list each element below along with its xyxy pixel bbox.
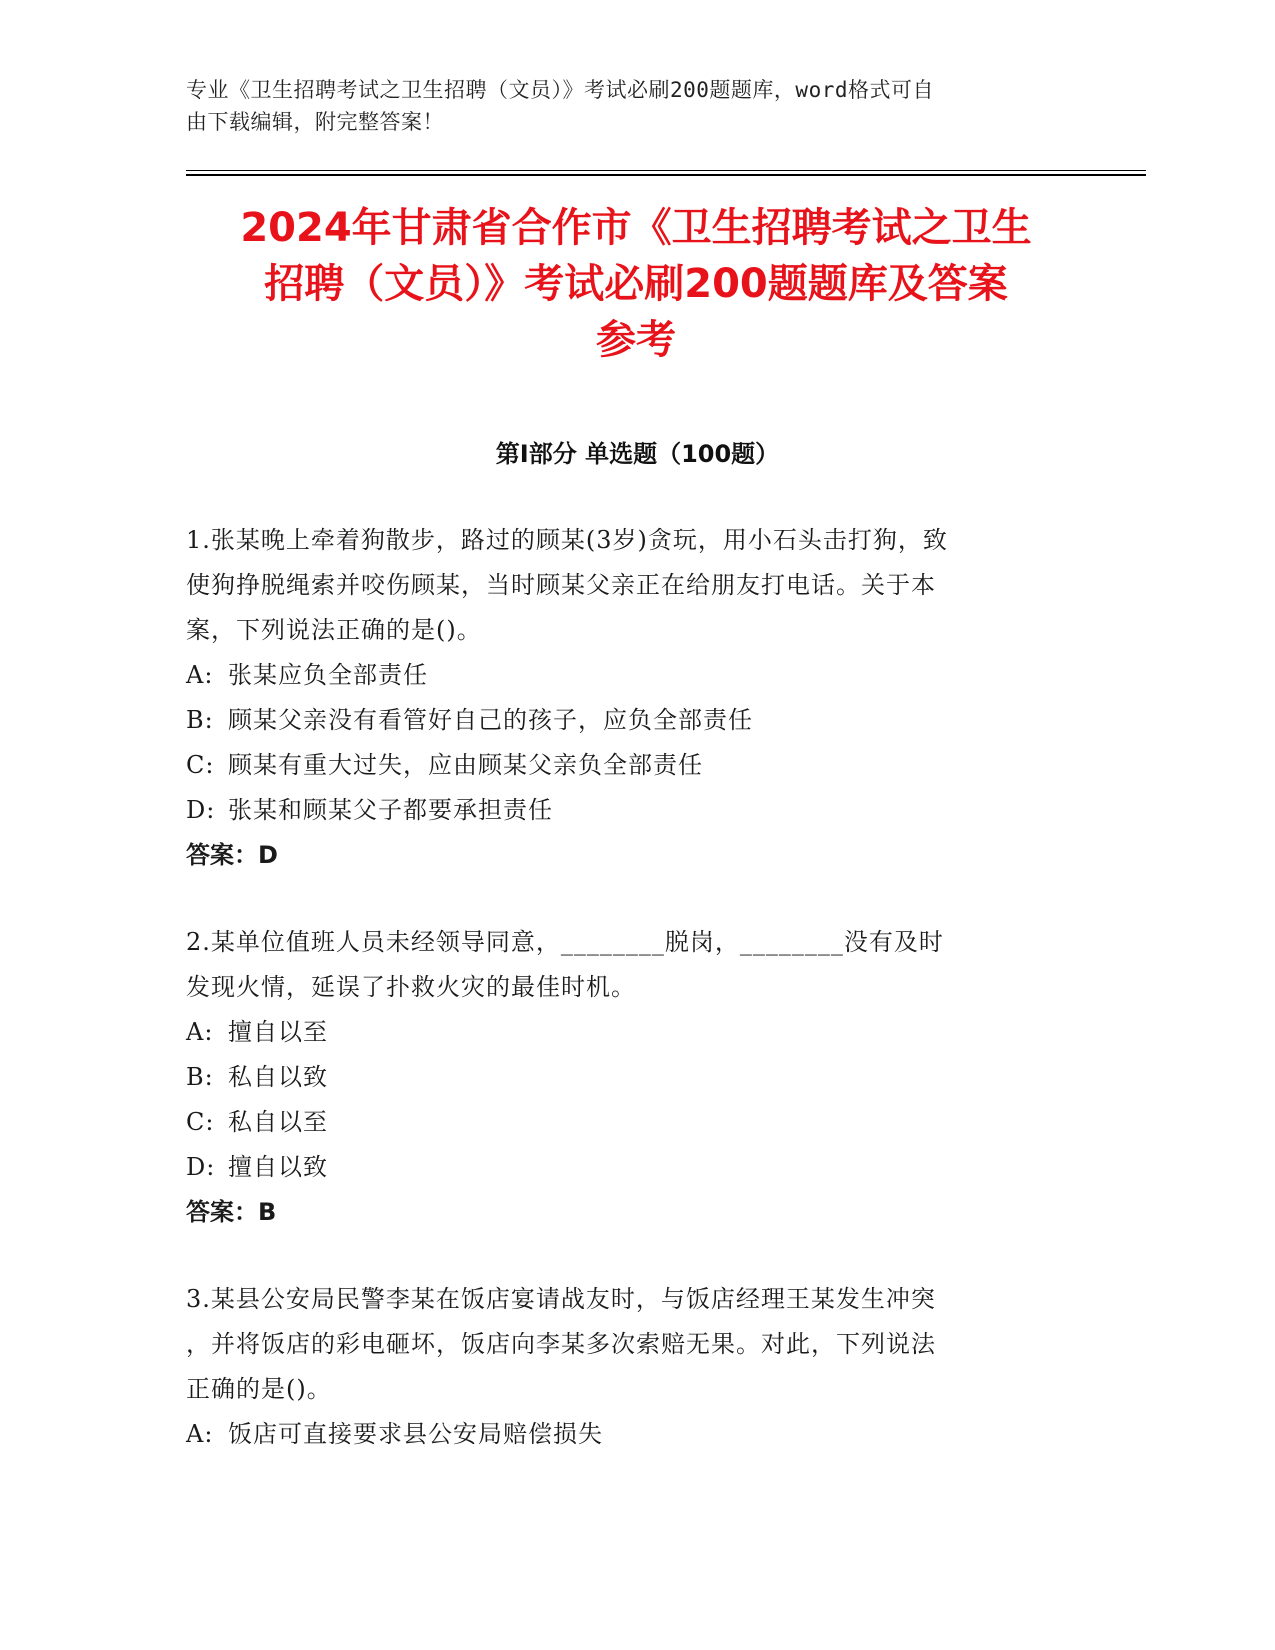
option-text: 擅自以致 xyxy=(228,1153,328,1181)
question-stem-line: 发现火情，延误了扑救火灾的最佳时机。 xyxy=(186,973,636,1001)
header-note-line: 专业《卫生招聘考试之卫生招聘（文员）》考试必刷200题题库，word格式可自 xyxy=(186,78,934,102)
question-stem-line: 案，下列说法正确的是()。 xyxy=(186,616,482,644)
option-text: 私自以致 xyxy=(228,1063,328,1091)
question-3 xyxy=(186,1277,1066,1457)
answer-label: 答案：B xyxy=(186,1198,277,1226)
option-letter: B: xyxy=(186,706,214,734)
option-letter: D: xyxy=(186,796,216,824)
option-b xyxy=(186,698,1066,743)
title-line: 2024年甘肃省合作市《卫生招聘考试之卫生 xyxy=(240,205,1032,251)
option-letter: D: xyxy=(186,1153,216,1181)
option-letter: A: xyxy=(186,1018,214,1046)
option-text: 擅自以至 xyxy=(228,1018,328,1046)
option-c xyxy=(186,743,1066,788)
option-text: 私自以至 xyxy=(228,1108,328,1136)
option-a xyxy=(186,1010,1066,1055)
option-text: 张某应负全部责任 xyxy=(228,661,428,689)
option-text: 顾某有重大过失，应由顾某父亲负全部责任 xyxy=(228,751,703,779)
option-letter: C: xyxy=(186,751,215,779)
option-d xyxy=(186,788,1066,833)
option-letter: A: xyxy=(186,661,214,689)
option-b xyxy=(186,1055,1066,1100)
option-letter: A: xyxy=(186,1420,214,1448)
question-stem-line: 1.张某晚上牵着狗散步，路过的顾某(3岁)贪玩，用小石头击打狗，致 xyxy=(186,526,948,554)
header-divider-thin xyxy=(186,170,1146,171)
option-text: 顾某父亲没有看管好自己的孩子，应负全部责任 xyxy=(228,706,753,734)
question-stem xyxy=(186,1277,1066,1412)
section-heading: 第Ⅰ部分 单选题（100题） xyxy=(495,440,780,468)
option-letter: B: xyxy=(186,1063,214,1091)
document-title xyxy=(176,200,1096,368)
question-stem xyxy=(186,518,1066,653)
question-1 xyxy=(186,518,1066,878)
question-stem-line: 正确的是()。 xyxy=(186,1375,332,1403)
option-c xyxy=(186,1100,1066,1145)
question-stem-line: 使狗挣脱绳索并咬伤顾某，当时顾某父亲正在给朋友打电话。关于本 xyxy=(186,571,936,599)
option-text: 饭店可直接要求县公安局赔偿损失 xyxy=(228,1420,603,1448)
question-list xyxy=(186,518,1066,1499)
option-a xyxy=(186,1412,1066,1457)
question-stem xyxy=(186,920,1066,1010)
option-text: 张某和顾某父子都要承担责任 xyxy=(228,796,553,824)
title-line: 参考 xyxy=(596,317,676,363)
header-note xyxy=(186,74,1066,138)
header-divider-thick xyxy=(186,174,1146,176)
title-line: 招聘（文员）》考试必刷200题题库及答案 xyxy=(264,261,1008,307)
option-a xyxy=(186,653,1066,698)
question-stem-line: 2.某单位值班人员未经领导同意，________脱岗，________没有及时 xyxy=(186,928,944,956)
question-stem-line: ，并将饭店的彩电砸坏，饭店向李某多次索赔无果。对此，下列说法 xyxy=(186,1330,936,1358)
question-2 xyxy=(186,920,1066,1235)
option-letter: C: xyxy=(186,1108,215,1136)
answer-label: 答案：D xyxy=(186,841,278,869)
header-note-line: 由下载编辑，附完整答案！ xyxy=(186,110,444,134)
question-stem-line: 3.某县公安局民警李某在饭店宴请战友时，与饭店经理王某发生冲突 xyxy=(186,1285,936,1313)
option-d xyxy=(186,1145,1066,1190)
